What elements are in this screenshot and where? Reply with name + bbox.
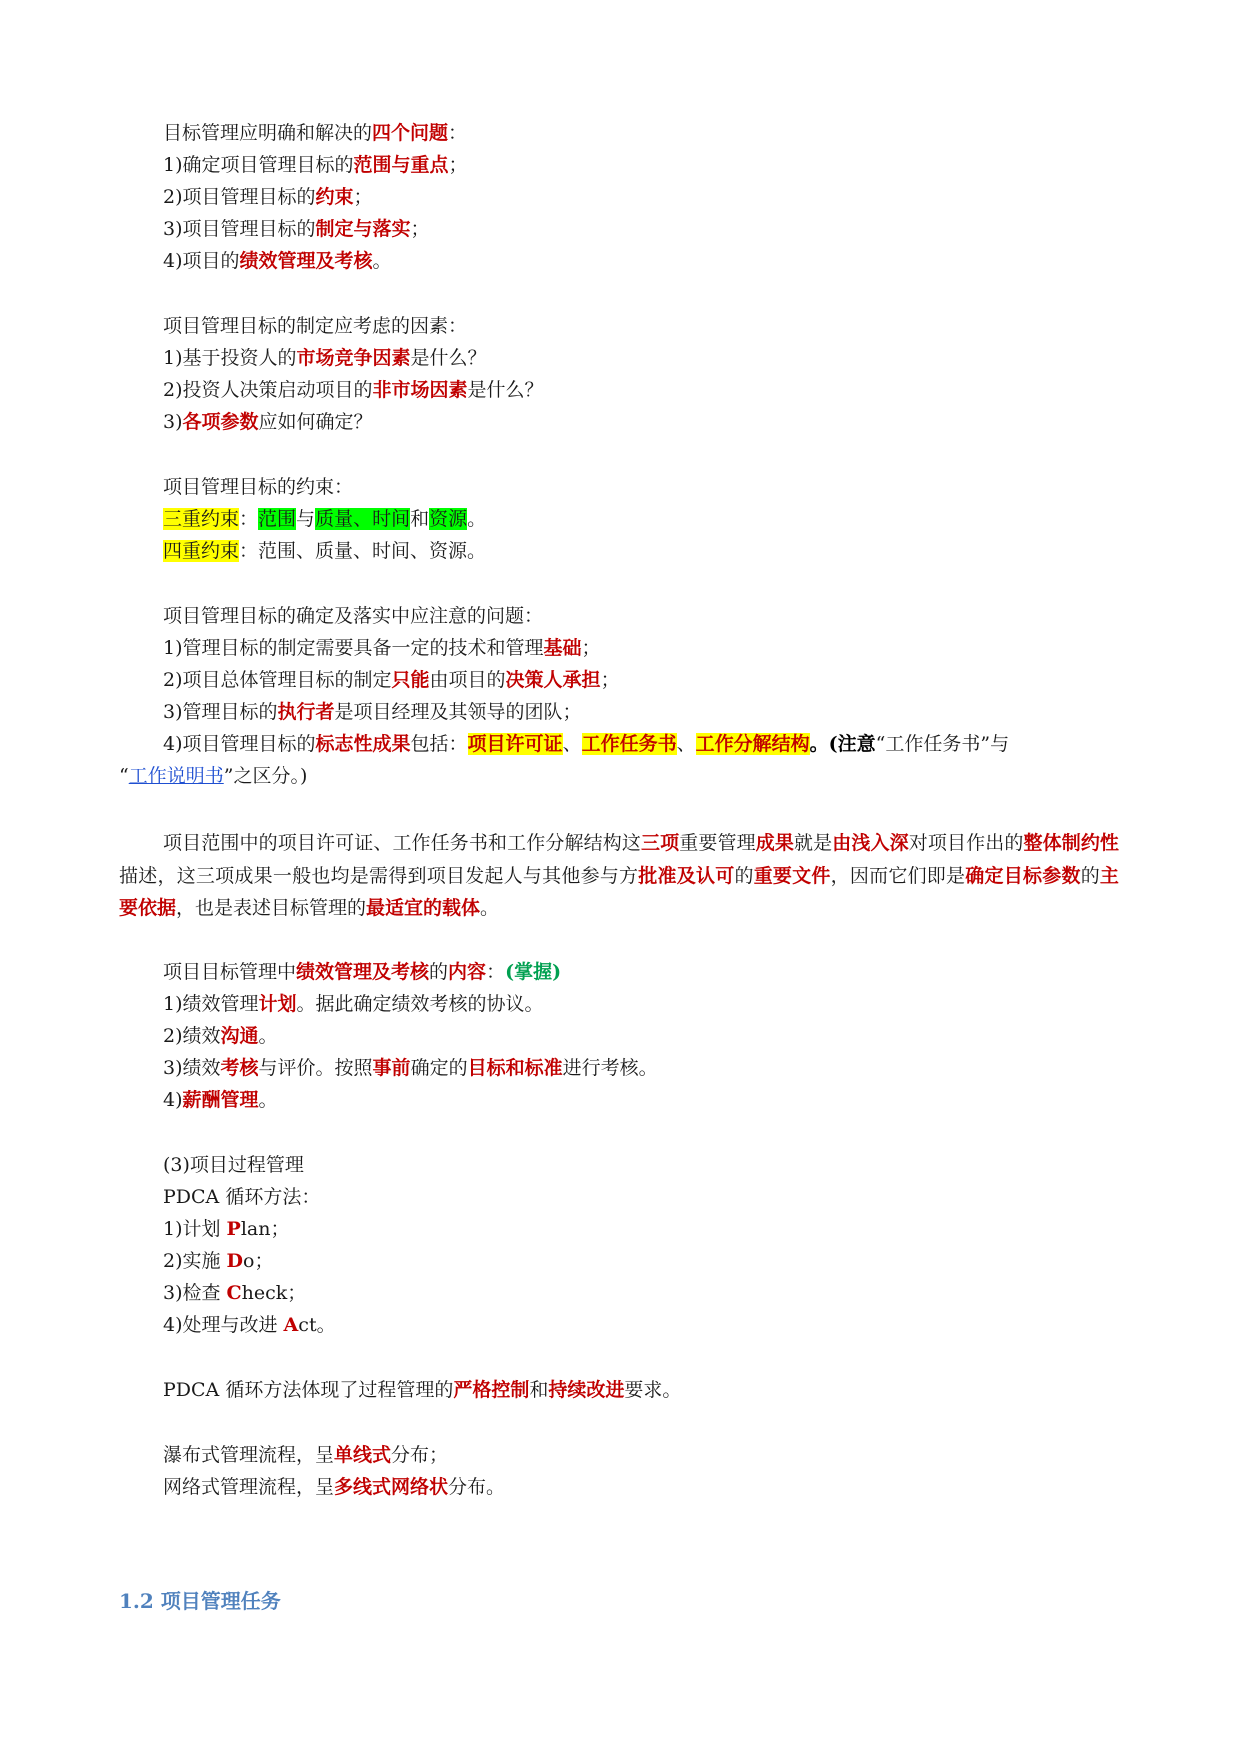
list-item: 1)计划 Plan；	[163, 1218, 290, 1240]
list-item: 3)绩效考核与评价。按照事前确定的目标和标准进行考核。	[163, 1057, 658, 1079]
list-item: 1)基于投资人的市场竞争因素是什么？	[163, 347, 487, 369]
constraints-intro: 项目管理目标的约束：	[163, 476, 354, 498]
work-statement-link[interactable]: 工作说明书	[128, 765, 224, 787]
list-item: 4)薪酬管理。	[163, 1089, 278, 1111]
highlight-quadruple-constraint: 四重约束	[163, 540, 240, 562]
list-item: 2)投资人决策启动项目的非市场因素是什么？	[163, 379, 544, 401]
list-item: 1)确定项目管理目标的范围与重点；	[163, 154, 468, 176]
goal-questions-intro: 目标管理应明确和解决的四个问题：	[163, 122, 468, 144]
waterfall-line: 瀑布式管理流程，呈单线式分布；	[163, 1444, 449, 1466]
triple-constraint-line: 三重约束：范围与质量、时间和资源。	[163, 508, 487, 530]
list-item: 4)项目的绩效管理及考核。	[163, 250, 392, 272]
list-item: 1)管理目标的制定需要具备一定的技术和管理基础；	[163, 637, 601, 659]
list-item: 2)绩效沟通。	[163, 1025, 278, 1047]
list-item: 3)各项参数应如何确定？	[163, 411, 373, 433]
quadruple-constraint-line: 四重约束：范围、质量、时间、资源。	[163, 540, 487, 562]
list-item: 4)项目管理目标的标志性成果包括：项目许可证、工作任务书、工作分解结构。(注意“工作任务书”与	[163, 733, 1010, 755]
list-item: 3)项目管理目标的制定与落实；	[163, 218, 430, 240]
list-item: 1)绩效管理计划。据此确定绩效考核的协议。	[163, 993, 544, 1015]
list-item: 4)处理与改进 Act。	[163, 1314, 336, 1336]
process-management-title: (3)项目过程管理	[163, 1154, 304, 1176]
network-line: 网络式管理流程，呈多线式网络状分布。	[163, 1476, 506, 1498]
issues-intro: 项目管理目标的确定及落实中应注意的问题：	[163, 605, 544, 627]
list-item: 3)管理目标的执行者是项目经理及其领导的团队；	[163, 701, 582, 723]
highlight-triple-constraint: 三重约束	[163, 508, 240, 530]
list-item: 3)检查 Check；	[163, 1282, 307, 1304]
list-item: 2)项目管理目标的约束；	[163, 186, 373, 208]
factors-intro: 项目管理目标的制定应考虑的因素：	[163, 315, 468, 337]
pdca-intro: PDCA 循环方法：	[163, 1186, 321, 1208]
section-heading: 1.2 项目管理任务	[119, 1589, 281, 1613]
pdca-summary: PDCA 循环方法体现了过程管理的严格控制和持续改进要求。	[163, 1379, 682, 1401]
performance-intro: 项目目标管理中绩效管理及考核的内容：(掌握)	[163, 961, 562, 983]
list-item: 2)实施 Do；	[163, 1250, 274, 1272]
list-item: 2)项目总体管理目标的制定只能由项目的决策人承担；	[163, 669, 620, 691]
scope-paragraph: 项目范围中的项目许可证、工作任务书和工作分解结构这三项重要管理成果就是由浅入深对项目作出的整体制约性描述，这三项成果一般也均是需得到项目发起人与其他参与方批准及认可的重要文件，因而它们即是确定目标参数的主要依据，也是表述目标管理的最适宜的载体。	[119, 832, 1119, 919]
list-item-continuation: “工作说明书”之区分。)	[119, 765, 308, 787]
